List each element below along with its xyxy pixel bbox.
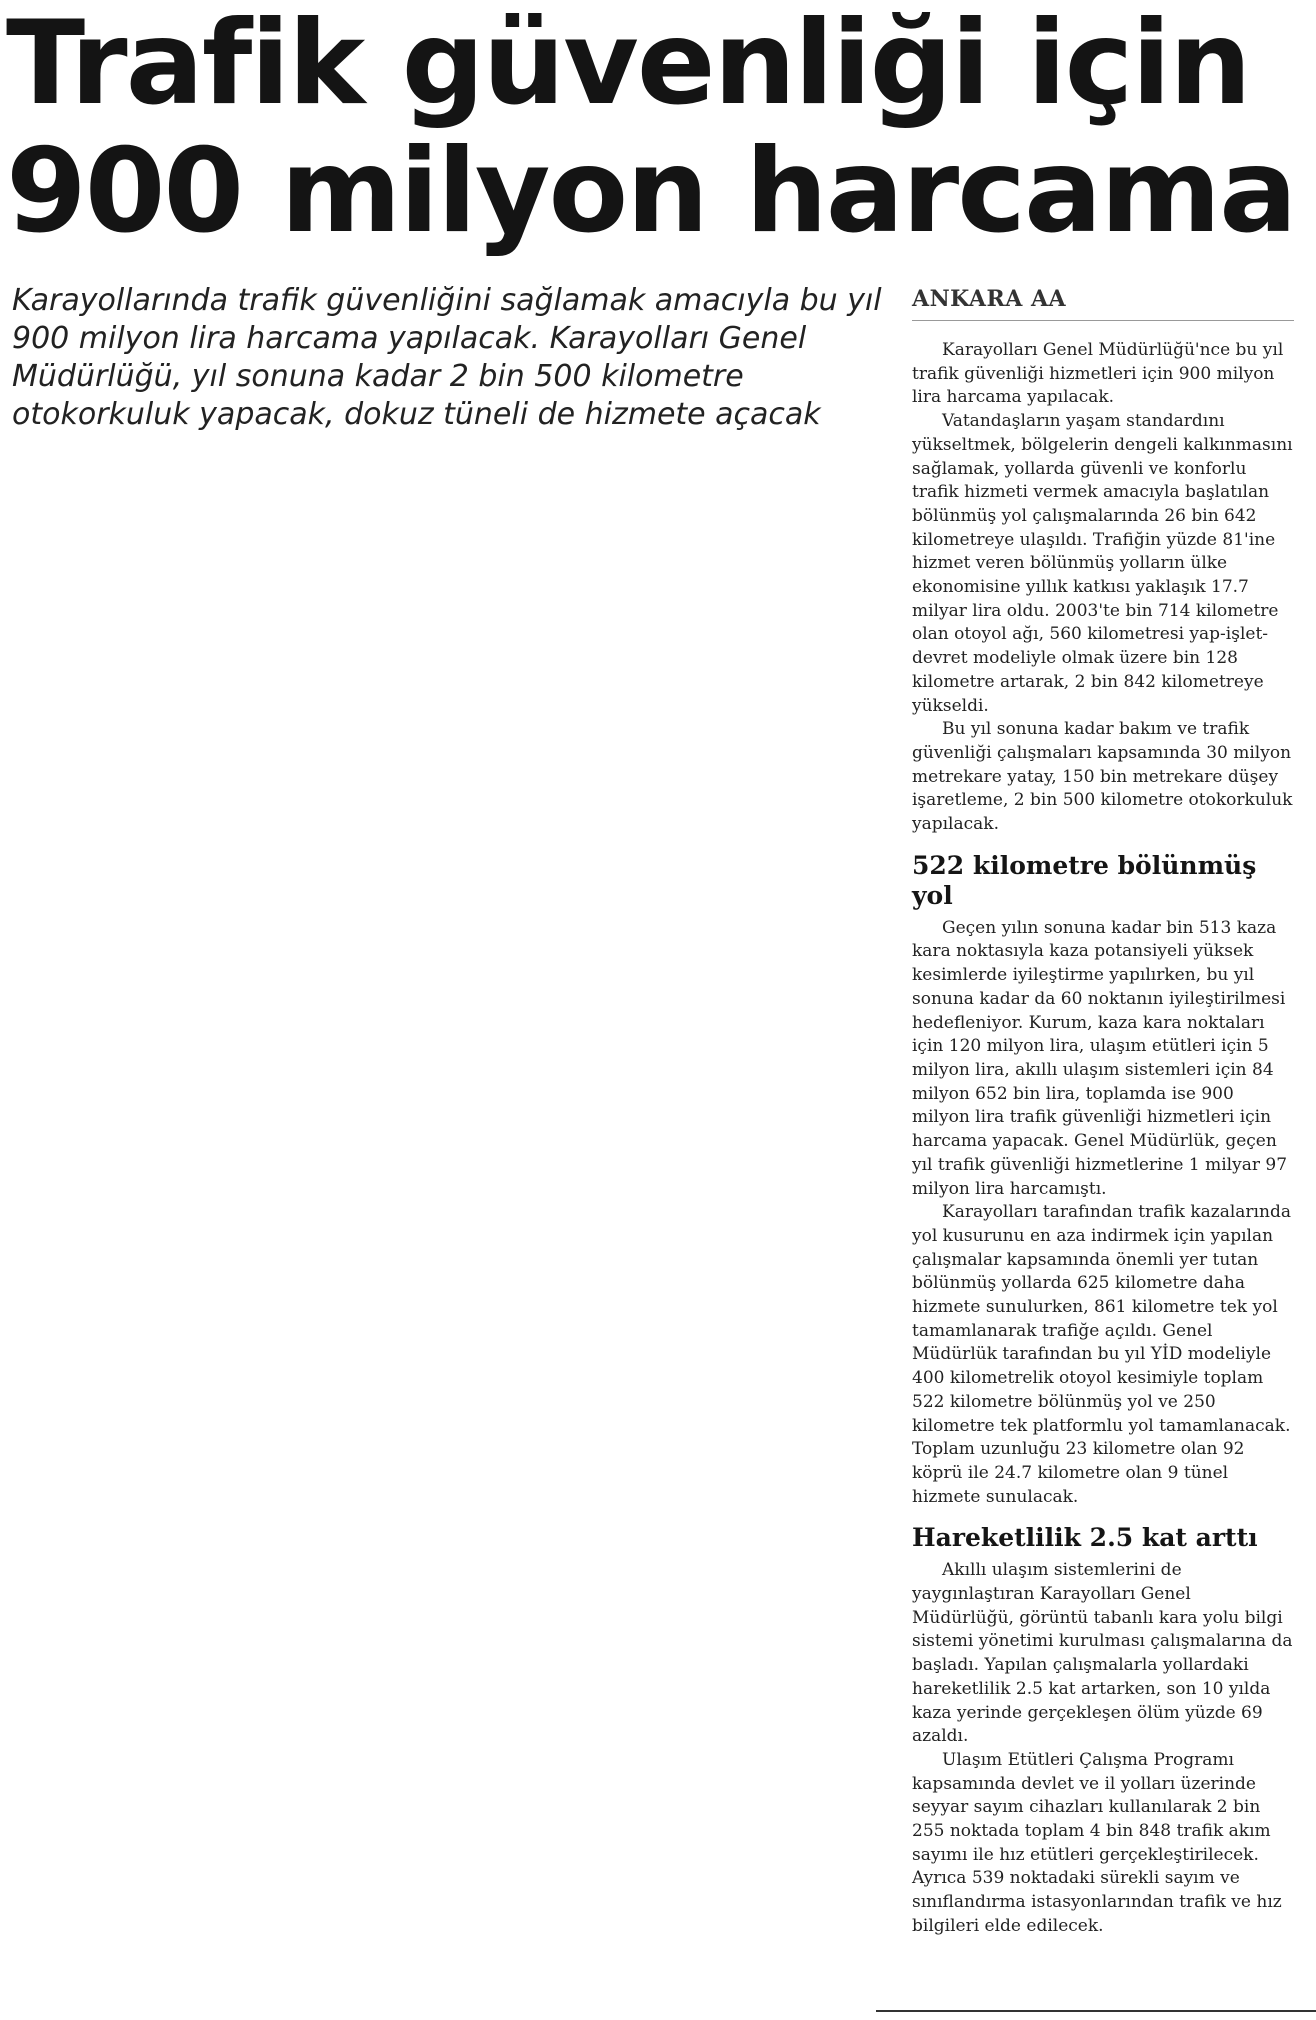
- section-heading: Hareketlilik 2.5 kat arttı: [912, 1523, 1258, 1553]
- paragraph: Ulaşım Etütleri Çalışma Programı kapsamında devlet ve il yolları üzerinde seyyar sayım cihazları kullanılarak 2 bin 255 noktada toplam 4 bin 848 trafik akım sayımı ile hız etütleri gerçekleştirilecek. Ayrıca 539 noktadaki sürekli sayım ve sınıflandırma istasyonlarından trafik ve hız bilgileri elde edilecek.: [912, 1749, 1282, 1936]
- headline: [6, 0, 1306, 259]
- article-column: [912, 286, 1294, 1939]
- bottom-divider: [876, 2010, 1316, 2012]
- section-heading: 522 kilometre bölünmüş yol: [912, 850, 1257, 910]
- paragraph: Karayolları tarafından trafik kazalarında yol kusurunu en aza indirmek için yapılan çalışmalar kapsamında önemli yer tutan bölünmüş yollarda 625 kilometre daha hizmete sunulurken, 861 kilometre tek yol tamamlanarak trafiğe açıldı. Genel Müdürlük tarafından bu yıl YİD modeliyle 400 kilometrelik otoyol kesimiyle toplam 522 kilometre bölünmüş yol ve 250 kilometre tek platformlu yol tamamlanacak. Toplam uzunluğu 23 kilometre olan 92 köprü ile 24.7 kilometre olan 9 tünel hizmete sunulacak.: [912, 1202, 1291, 1507]
- paragraph: Karayolları Genel Müdürlüğü'nce bu yıl trafik güvenliği hizmetleri için 900 milyon lira harcama yapılacak.: [912, 340, 1284, 408]
- paragraph: Vatandaşların yaşam standardını yükseltmek, bölgelerin dengeli kalkınmasını sağlamak, yollarda güvenli ve konforlu trafik hizmeti vermek amacıyla başlatılan bölünmüş yol çalışmalarında 26 bin 642 kilometreye ulaşıldı. Trafiğin yüzde 81'ine hizmet veren bölünmüş yolların ülke ekonomisine yıllık katkısı yaklaşık 17.7 milyar lira oldu. 2003'te bin 714 kilometre olan otoyol ağı, 560 kilometresi yap-işlet-devret modeliyle olmak üzere bin 128 kilometre artarak, 2 bin 842 kilometreye yükseldi.: [912, 411, 1293, 716]
- paragraph: Bu yıl sonuna kadar bakım ve trafik güvenliği çalışmaları kapsamında 30 milyon metrekare yatay, 150 bin metrekare düşey işaretleme, 2 bin 500 kilometre otokorkuluk yapılacak.: [912, 719, 1293, 835]
- byline: ANKARA AA: [912, 286, 1294, 321]
- subhead: Karayollarında trafik güvenliğini sağlamak amacıyla bu yıl 900 milyon lira harcama yapılacak. Karayolları Genel Müdürlüğü, yıl sonuna kadar 2 bin 500 kilometre otokorkuluk yapacak, dokuz tüneli de hizmete açacak: [12, 283, 882, 432]
- headline-line-1: Trafik güvenliği için: [6, 0, 1250, 131]
- headline-line-2: 900 milyon harcama: [6, 124, 1296, 259]
- paragraph: Akıllı ulaşım sistemlerini de yaygınlaştıran Karayolları Genel Müdürlüğü, görüntü tabanlı kara yolu bilgi sistemi yönetimi kurulması çalışmalarına da başladı. Yapılan çalışmalarla yollardaki hareketlilik 2.5 kat artarken, son 10 yılda kaza yerinde gerçekleşen ölüm yüzde 69 azaldı.: [912, 1560, 1293, 1747]
- paragraph: Geçen yılın sonuna kadar bin 513 kaza kara noktasıyla kaza potansiyeli yüksek kesimlerde iyileştirme yapılırken, bu yıl sonuna kadar da 60 noktanın iyileştirilmesi hedefleniyor. Kurum, kaza kara noktaları için 120 milyon lira, ulaşım etütleri için 5 milyon lira, akıllı ulaşım sistemleri için 84 milyon 652 bin lira, toplamda ise 900 milyon lira trafik güvenliği hizmetleri için harcama yapacak. Genel Müdürlük, geçen yıl trafik güvenliği hizmetlerine 1 milyar 97 milyon lira harcamıştı.: [912, 917, 1288, 1199]
